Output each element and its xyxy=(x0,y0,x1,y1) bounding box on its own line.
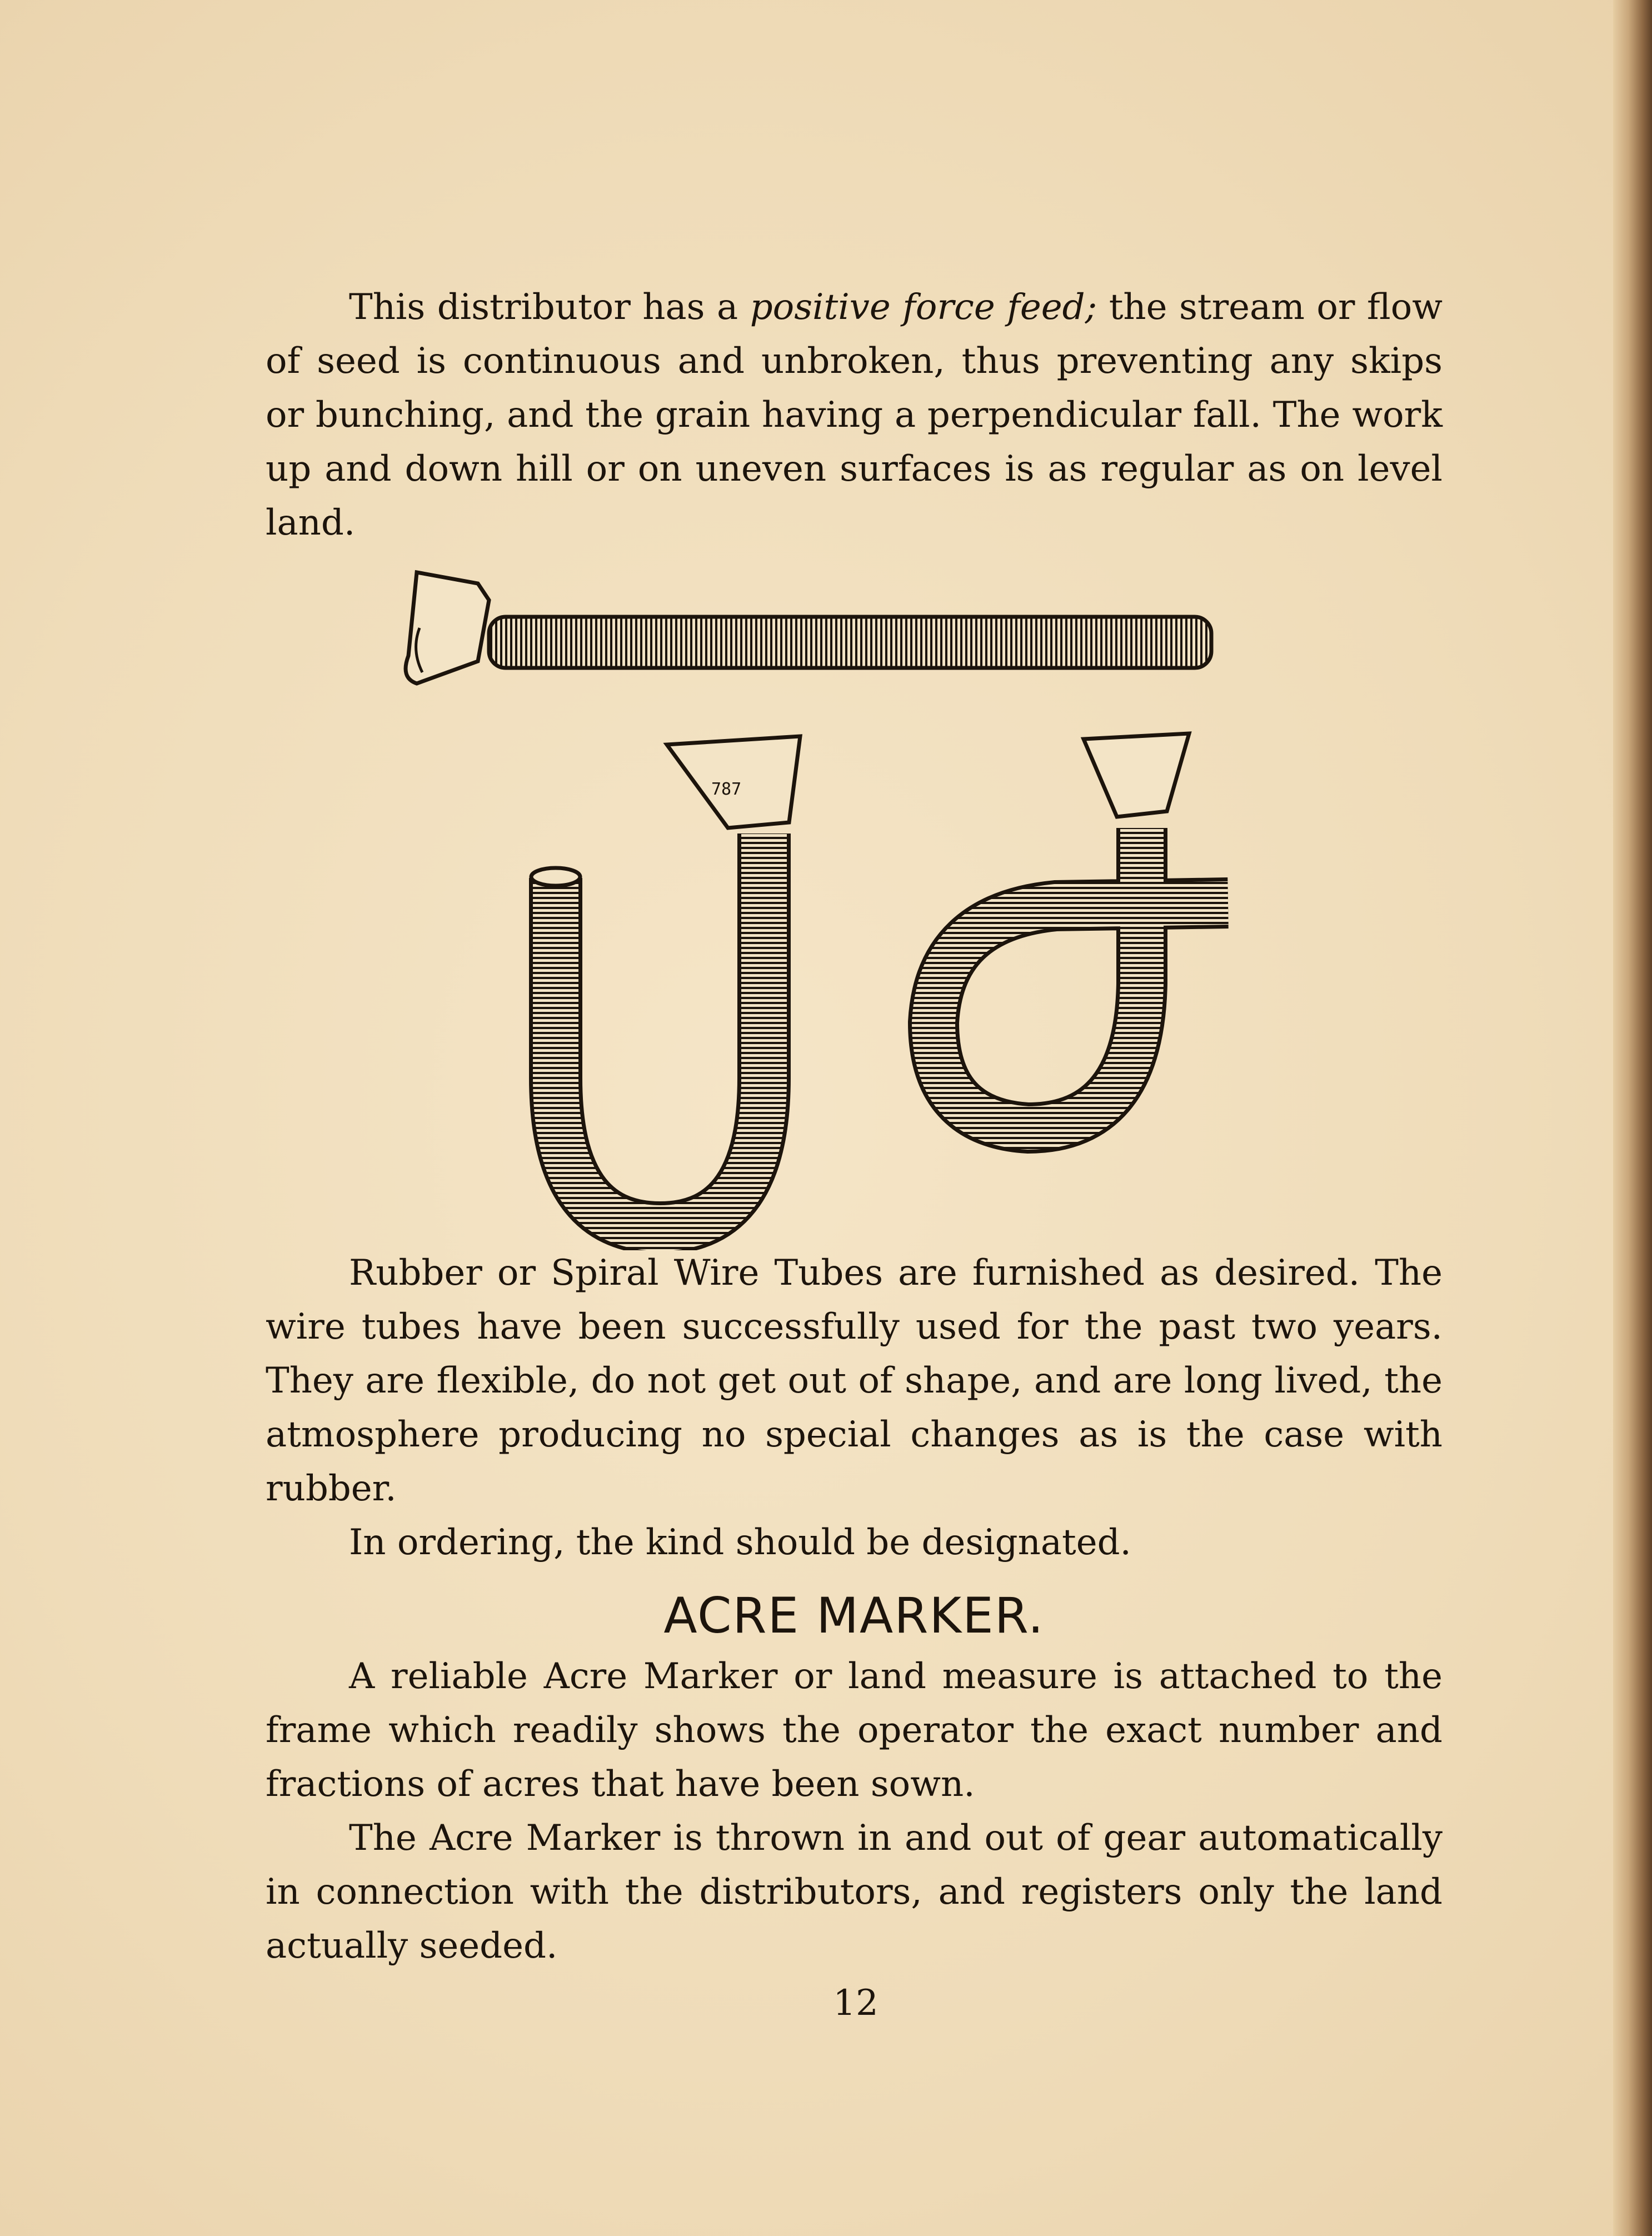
seed-tubes-illustration xyxy=(400,567,1267,1250)
paragraph-wire-tubes: Rubber or Spiral Wire Tubes are furnished as desired. The wire tubes have been successfully used for the past two years. They are flexible, do not get out of shape, and are long lived, the atmosphere producing no special changes as is the case with rubber. xyxy=(266,1252,1443,1509)
italic-phrase: positive force feed; xyxy=(750,287,1097,328)
paragraph-text: the stream or flow of seed is continuous and unbroken, thus preventing any skips or bunching, and the grain having a perpendicular fall. The work up and down hill or on uneven surfaces is as regular as on level land. xyxy=(266,287,1443,543)
tube-drawing xyxy=(400,567,1267,1250)
tubes-description xyxy=(266,1246,1443,1570)
u-shaped-wire-tube xyxy=(531,736,800,1228)
straight-wire-tube xyxy=(406,572,1211,683)
page-number: 12 xyxy=(833,1983,879,2024)
paragraph-gear: The Acre Marker is thrown in and out of gear automatically in connection with the distributors, and registers only the land actually seeded. xyxy=(266,1818,1443,1967)
paragraph-text: This distributor has a xyxy=(349,287,750,328)
paragraph-force-feed xyxy=(266,281,1443,550)
section-heading-acre-marker: ACRE MARKER. xyxy=(663,1587,1045,1644)
book-spine-edge xyxy=(1613,0,1652,2236)
looped-wire-tube xyxy=(934,733,1228,1128)
acre-marker-description xyxy=(266,1650,1443,1973)
funnel-number: 787 xyxy=(711,780,742,799)
distributor-description xyxy=(266,281,1443,550)
paragraph-acre-marker: A reliable Acre Marker or land measure is attached to the frame which readily shows the operator the exact number and fractions of acres that have been sown. xyxy=(266,1656,1443,1805)
paragraph-ordering: In ordering, the kind should be designated. xyxy=(349,1522,1131,1563)
